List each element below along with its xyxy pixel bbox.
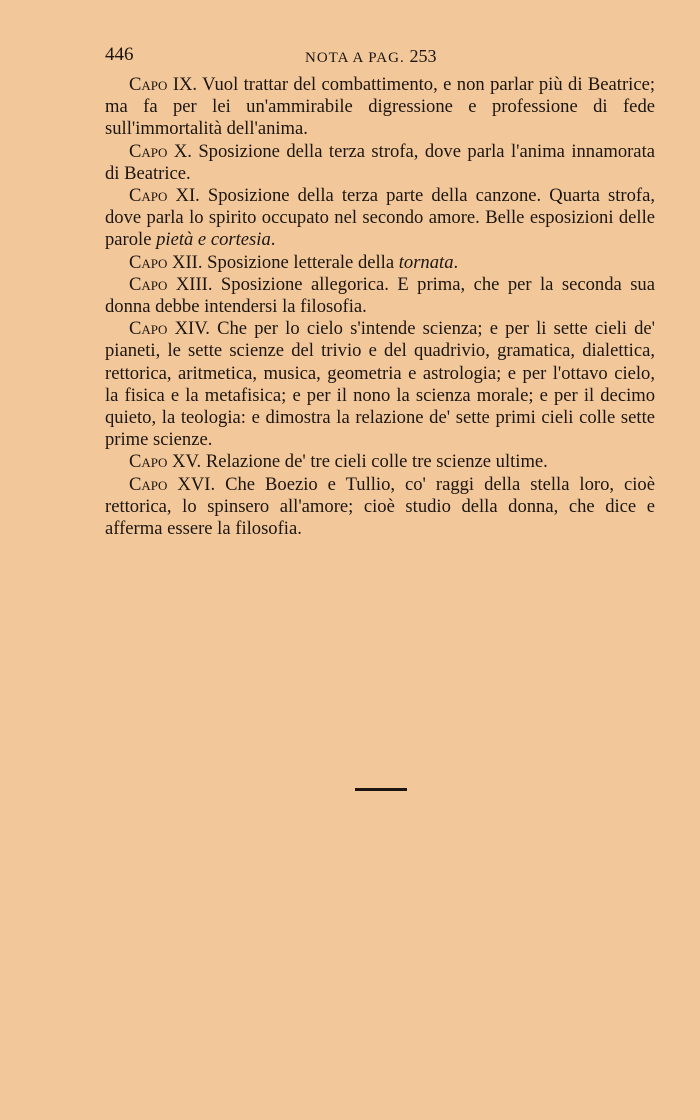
paragraph-capo-x <box>105 141 655 185</box>
chapter-summary-list <box>105 74 655 540</box>
paragraph-text: Sposizione letterale della <box>202 251 399 273</box>
capo-label: Capo XIII. <box>129 273 213 295</box>
paragraph-text: Relazione de' tre cieli colle tre scienze ultime. <box>201 451 548 473</box>
paragraph-capo-xi <box>105 185 655 252</box>
running-head-page: 253 <box>409 46 437 66</box>
paragraph-text: Sposizione allegorica. E prima, che per la seconda sua donna debbe intendersi la filosofia. <box>105 273 655 318</box>
paragraph-tail: . <box>453 251 459 273</box>
paragraph-text: Sposizione della terza parte della canzone. Quarta strofa, dove parla lo spirito occupato nel secondo amore. Belle esposizioni delle parole <box>105 185 655 251</box>
italic-phrase: tornata <box>398 251 454 273</box>
paragraph-text: Vuol trattar del combattimento, e non parlar più di Beatrice; ma fa per lei un'ammirabile digressione e professione di fede sull'immortalità dell'anima. <box>105 74 656 140</box>
paragraph-text: Che Boezio e Tullio, co' raggi della stella loro, cioè rettorica, lo spinsero all'amore; cioè studio della donna, che dice e afferma essere la filosofia. <box>105 473 655 540</box>
italic-phrase: pietà e cortesia <box>156 229 271 251</box>
running-head-label: NOTA A PAG. <box>305 50 405 66</box>
paragraph-capo-xiii <box>105 274 655 318</box>
end-rule-divider <box>355 788 407 791</box>
capo-label: Capo XIV. <box>129 318 210 340</box>
capo-label: Capo X. <box>129 140 192 162</box>
running-head <box>305 46 436 67</box>
paragraph-capo-ix <box>105 74 655 141</box>
paragraph-text: Che per lo cielo s'intende scienza; e per li sette cieli de' pianeti, le sette scienze del trivio e del quadrivio, gramatica, dialettica, rettorica, aritmetica, musica, geometria e astrologia; e per l'ottavo cielo, la fisica e la metafisica; e per il nono la scienza morale; e per il decimo quieto, la teologia: e dimostra la relazione de' sette primi cieli colle sette prime scienze. <box>105 318 655 451</box>
paragraph-text: Sposizione della terza strofa, dove parla l'anima innamorata di Beatrice. <box>105 140 655 184</box>
paragraph-capo-xv <box>105 451 655 473</box>
capo-label: Capo XII. <box>129 251 203 273</box>
paragraph-capo-xii <box>105 252 655 274</box>
paragraph-tail: . <box>270 229 276 251</box>
capo-label: Capo XV. <box>129 451 202 473</box>
page-number: 446 <box>105 44 134 65</box>
paragraph-capo-xiv <box>105 318 655 451</box>
capo-label: Capo XI. <box>129 185 200 207</box>
capo-label: Capo IX. <box>129 74 198 95</box>
page-header <box>105 44 655 70</box>
paragraph-capo-xvi <box>105 474 655 541</box>
capo-label: Capo XVI. <box>129 473 216 495</box>
